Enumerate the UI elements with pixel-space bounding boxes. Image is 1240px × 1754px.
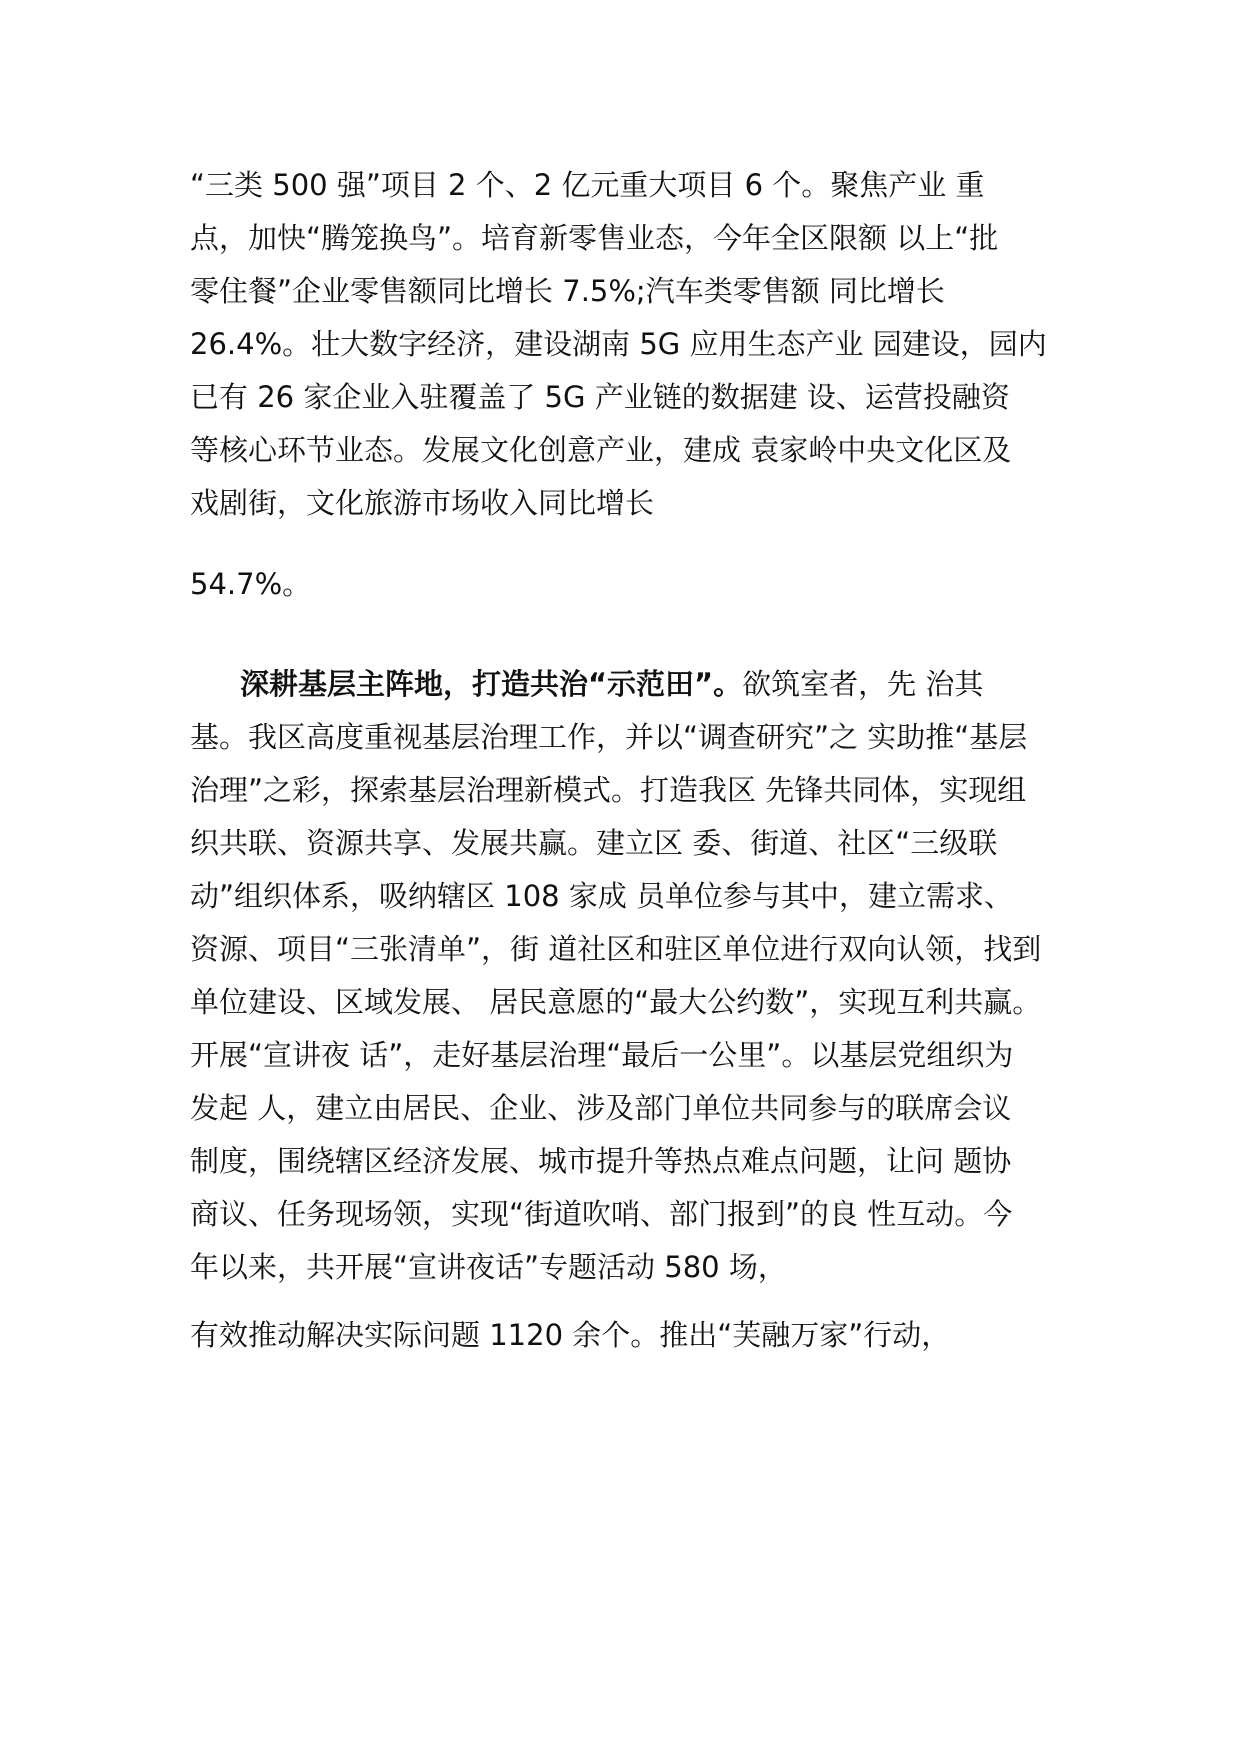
paragraph-first-line xyxy=(240,664,983,704)
text-line: 零住餐”企业零售额同比增长 7.5%;汽车类零售额 同比增长 xyxy=(190,274,945,308)
text-line: 26.4%。壮大数字经济，建设湖南 5G 应用生态产业 园建设，园内 xyxy=(190,327,1047,361)
paragraph-lead-text: 欲筑室者，先 治其 xyxy=(742,667,984,701)
text-line: 商议、任务现场领，实现“街道吹哨、部门报到”的良 性互动。今 xyxy=(190,1197,1013,1231)
text-line: 有效推动解决实际问题 1120 余个。推出“芙融万家”行动， xyxy=(190,1318,951,1352)
text-line: 年以来，共开展“宣讲夜话”专题活动 580 场， xyxy=(190,1250,787,1284)
text-line: 织共联、资源共享、发展共赢。建立区 委、街道、社区“三级联 xyxy=(190,826,998,860)
text-line: 基。我区高度重视基层治理工作，并以“调查研究”之 实助推“基层 xyxy=(190,720,1028,754)
text-line: 戏剧街，文化旅游市场收入同比增长 xyxy=(190,486,655,520)
text-line: 等核心环节业态。发展文化创意产业，建成 袁家岭中央文化区及 xyxy=(190,433,1012,467)
text-line: 开展“宣讲夜 话”，走好基层治理“最后一公里”。以基层党组织为 xyxy=(190,1038,1014,1072)
text-line: 制度，围绕辖区经济发展、城市提升等热点难点问题，让问 题协 xyxy=(190,1144,1012,1178)
text-line: 单位建设、区域发展、 居民意愿的“最大公约数”，实现互利共赢。 xyxy=(190,985,1042,1019)
text-line: 资源、项目“三张清单”，街 道社区和驻区单位进行双向认领，找到 xyxy=(190,932,1042,966)
paragraph-heading: 深耕基层主阵地，打造共治“示范田”。 xyxy=(240,667,743,701)
text-line: 点，加快“腾笼换鸟”。培育新零售业态，今年全区限额 以上“批 xyxy=(190,221,999,255)
text-line: 治理”之彩，探索基层治理新模式。打造我区 先锋共同体，实现组 xyxy=(190,773,1027,807)
text-line: 发起 人，建立由居民、企业、涉及部门单位共同参与的联席会议 xyxy=(190,1091,1012,1125)
text-line: 动”组织体系，吸纳辖区 108 家成 员单位参与其中，建立需求、 xyxy=(190,879,1014,913)
text-line: 54.7%。 xyxy=(190,567,312,601)
text-line: 已有 26 家企业入驻覆盖了 5G 产业链的数据建 设、运营投融资 xyxy=(190,380,1010,414)
text-line: “三类 500 强”项目 2 个、2 亿元重大项目 6 个。聚焦产业 重 xyxy=(190,168,985,202)
